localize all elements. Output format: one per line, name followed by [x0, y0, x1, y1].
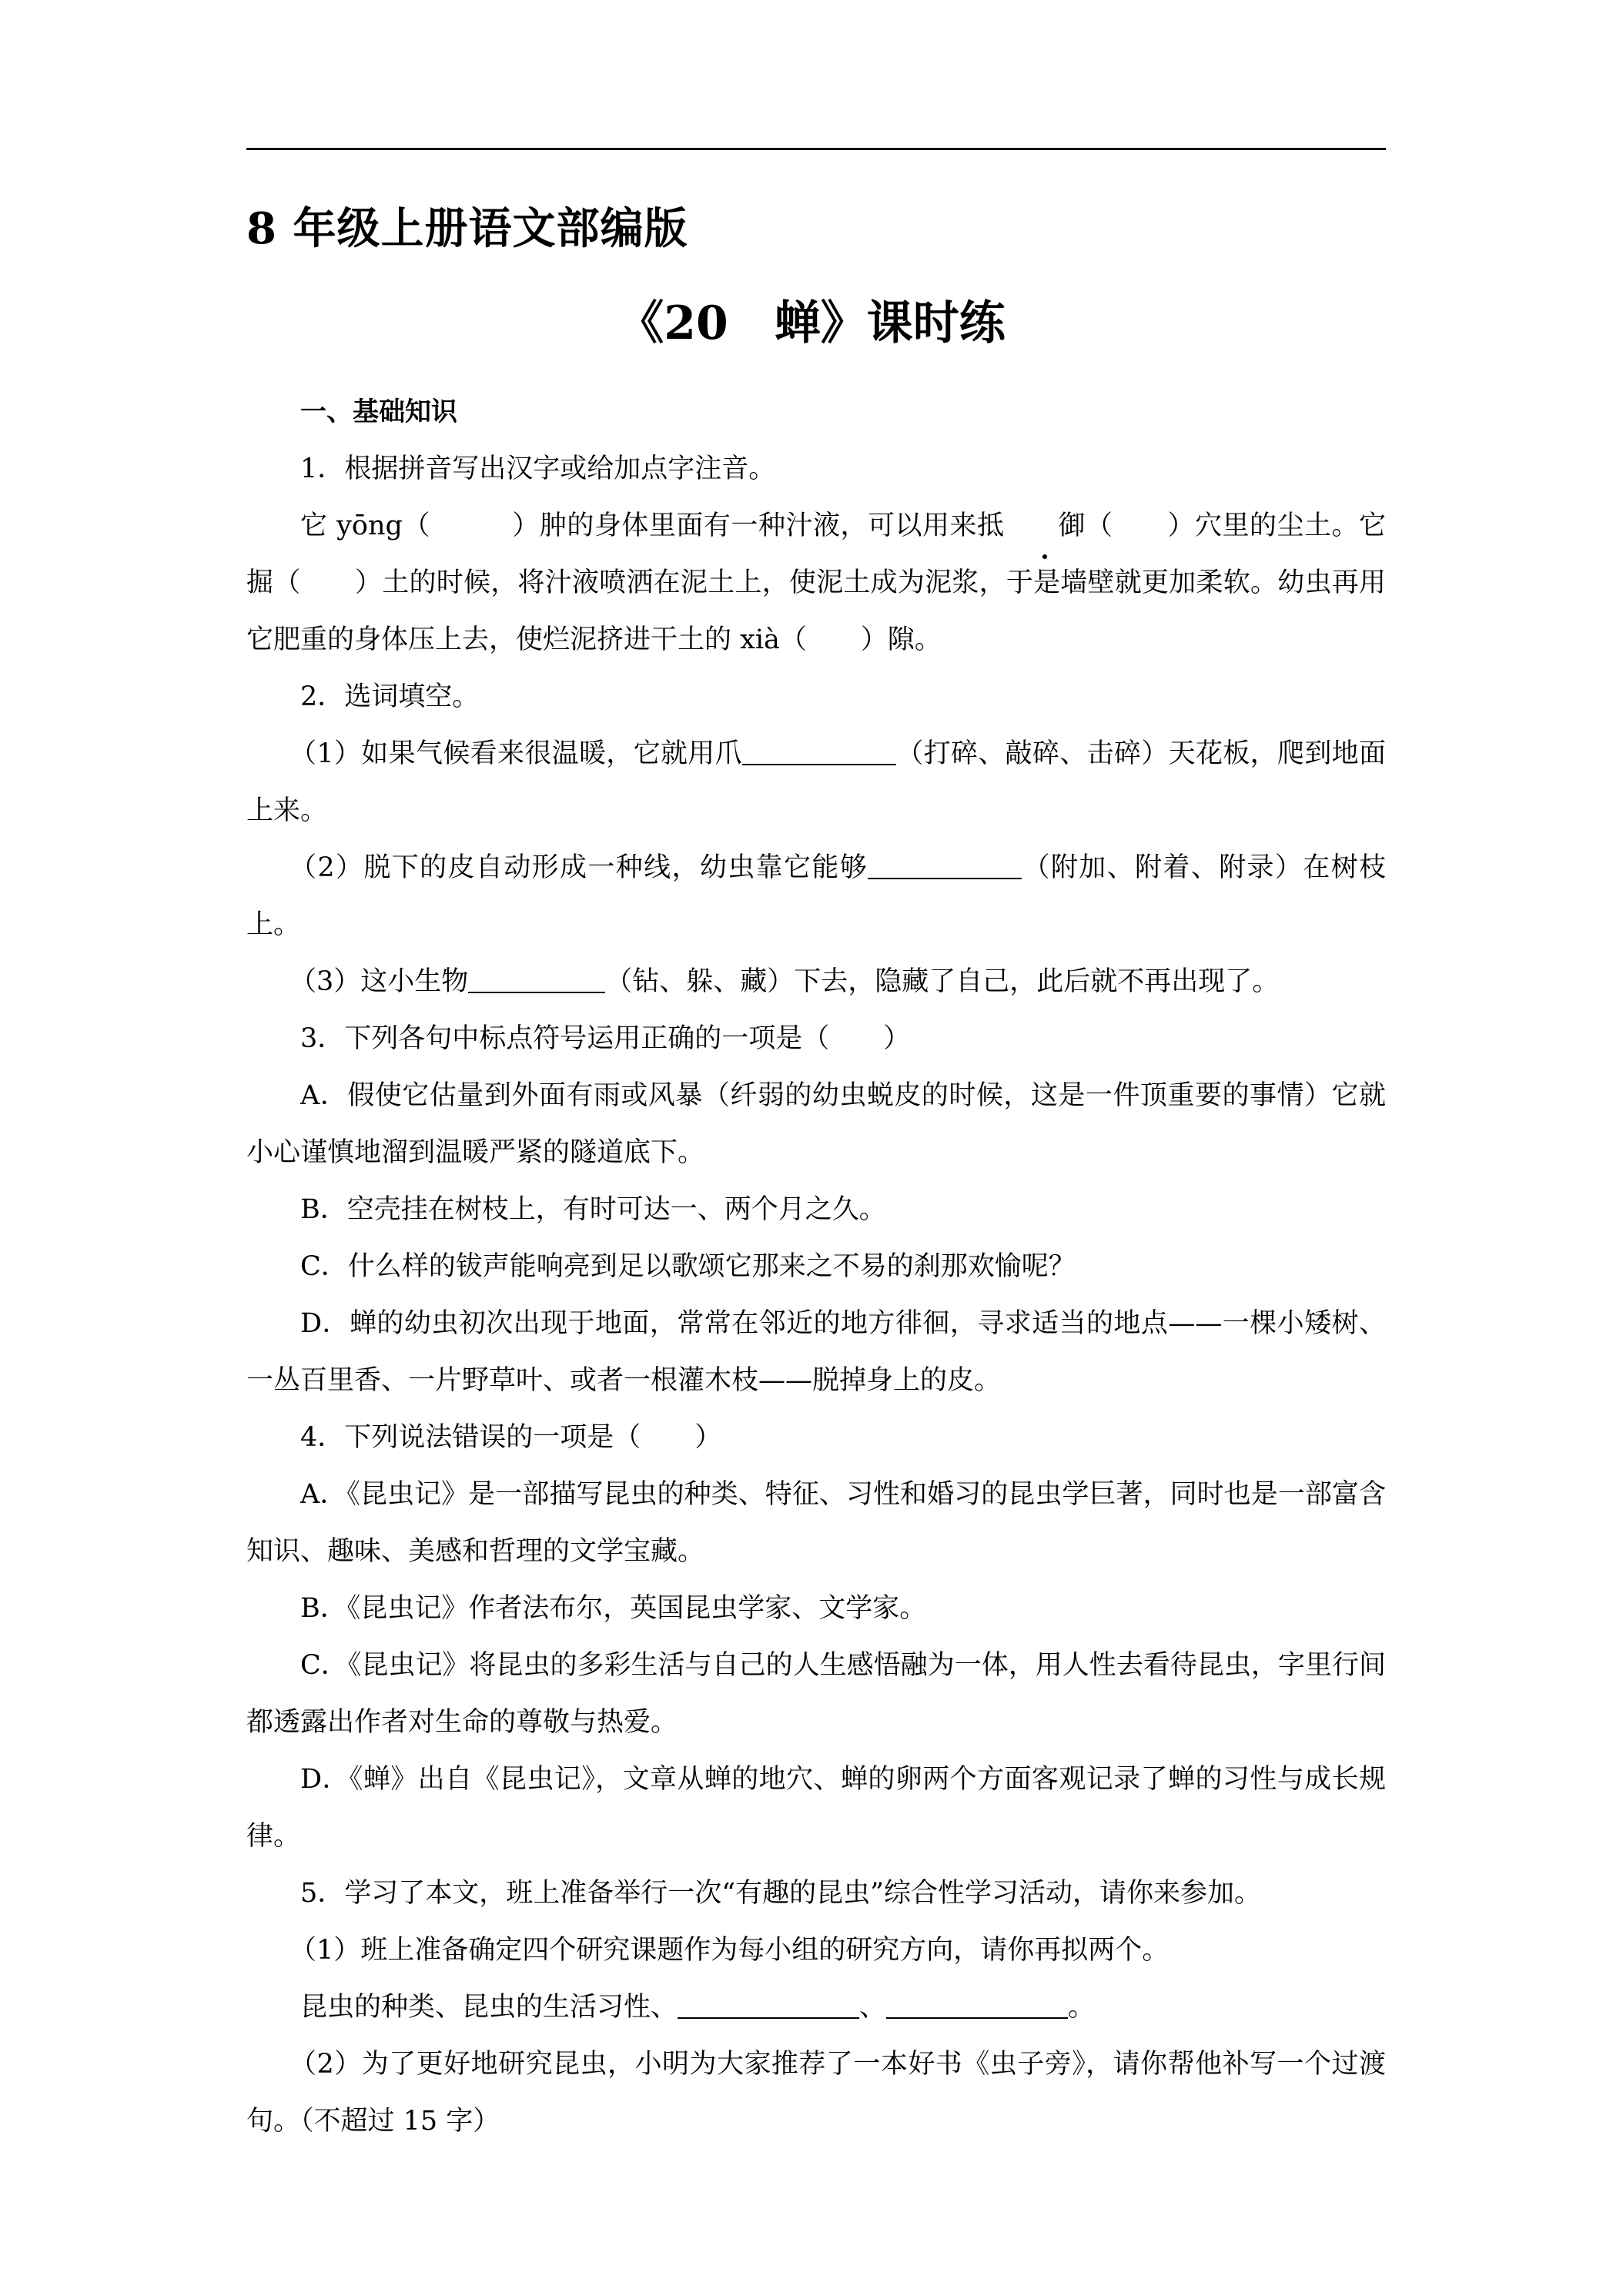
question-1-text-b: （ ）穴里的尘土。它掘（ ）土的时候，将汁液喷洒在泥土上，使泥土成为泥浆，于是墙壁就更加柔软。幼虫再用它肥重的身体压上去，使烂泥挤进干土的 xià（ ）隙。	[246, 510, 1386, 655]
question-3-prompt: 3．下列各句中标点符号运用正确的一项是（ ）	[300, 1023, 911, 1054]
item-3-text-after: （钻、躲、藏）下去，隐藏了自己，此后就不再出现了。	[605, 966, 1280, 997]
fill-blank[interactable]	[868, 851, 1022, 879]
fill-blank[interactable]	[678, 1990, 859, 2019]
question-1-prompt: 1．根据拼音写出汉字或给加点字注音。	[300, 454, 776, 484]
question-2-item-1	[246, 725, 1386, 839]
question-2-prompt: 2．选词填空。	[300, 681, 480, 712]
item-1-text-after: （打碎、敲碎、击碎）天花板，爬到地面上来。	[246, 738, 1386, 826]
question-2-item-2	[246, 839, 1386, 953]
question-3-option-c: C．什么样的钹声能响亮到足以歌颂它那来之不易的刹那欢愉呢？	[300, 1251, 1076, 1282]
question-5-sub-2: （2）为了更好地研究昆虫，小明为大家推荐了一本好书《虫子旁》，请你帮他补写一个过渡句。（不超过 15 字）	[246, 2049, 1386, 2137]
lesson-title: 《20 蝉》课时练	[617, 296, 1006, 350]
question-5-prompt: 5．学习了本文，班上准备举行一次“有趣的昆虫”综合性学习活动，请你来参加。	[300, 1878, 1262, 1909]
question-3-option-a: A．假使它估量到外面有雨或风暴（纤弱的幼虫蜕皮的时候，这是一件顶重要的事情）它就小心谨慎地溜到温暖严紧的隧道底下。	[246, 1080, 1386, 1168]
question-4-option-c: C．《昆虫记》将昆虫的多彩生活与自己的人生感悟融为一体，用人性去看待昆虫，字里行间都透露出作者对生命的尊敬与热爱。	[246, 1650, 1386, 1738]
question-3-option-b: B．空壳挂在树枝上，有时可达一、两个月之久。	[300, 1194, 886, 1225]
answer-line-separator: 、	[859, 1992, 887, 2023]
question-4-option-a: A．《昆虫记》是一部描写昆虫的种类、特征、习性和婚习的昆虫学巨著，同时也是一部富含知识、趣味、美感和哲理的文学宝藏。	[246, 1479, 1386, 1567]
grade-title: 8 年级上册语文部编版	[246, 203, 688, 254]
question-4-option-b: B．《昆虫记》作者法布尔，英国昆虫学家、文学家。	[300, 1593, 927, 1624]
exercise-content	[246, 383, 1386, 2150]
question-1-passage	[246, 497, 1386, 668]
header-rule	[246, 148, 1386, 150]
question-5-sub-1-answer-line	[246, 1979, 1386, 2036]
dotted-character: 御	[1004, 497, 1085, 554]
question-3-option-d: D．蝉的幼虫初次出现于地面，常常在邻近的地方徘徊，寻求适当的地点——一棵小矮树、一丛百里香、一片野草叶、或者一根灌木枝——脱掉身上的皮。	[246, 1308, 1386, 1396]
question-5-sub-1: （1）班上准备确定四个研究课题作为每小组的研究方向，请你再拟两个。	[289, 1935, 1170, 1966]
answer-line-prefix: 昆虫的种类、昆虫的生活习性、	[300, 1992, 678, 2023]
answer-line-end: 。	[1068, 1992, 1096, 2023]
fill-blank[interactable]	[468, 965, 605, 993]
section-heading: 一、基础知识	[300, 397, 457, 427]
question-4-prompt: 4．下列说法错误的一项是（ ）	[300, 1422, 722, 1453]
question-2-item-3	[246, 953, 1386, 1010]
item-1-text-before: （1）如果气候看来很温暖，它就用爪	[289, 738, 742, 769]
question-4-option-d: D．《蝉》出自《昆虫记》，文章从蝉的地穴、蝉的卵两个方面客观记录了蝉的习性与成长规律。	[246, 1764, 1386, 1852]
fill-blank[interactable]	[742, 737, 896, 765]
item-2-text-before: （2）脱下的皮自动形成一种线，幼虫靠它能够	[289, 852, 868, 883]
item-3-text-before: （3）这小生物	[289, 966, 469, 997]
item-2-text-after: （附加、附着、附录）在树枝上。	[246, 852, 1386, 940]
fill-blank[interactable]	[886, 1990, 1068, 2019]
question-1-text-a: 它 yōng（ ）肿的身体里面有一种汁液，可以用来抵	[300, 510, 1005, 541]
